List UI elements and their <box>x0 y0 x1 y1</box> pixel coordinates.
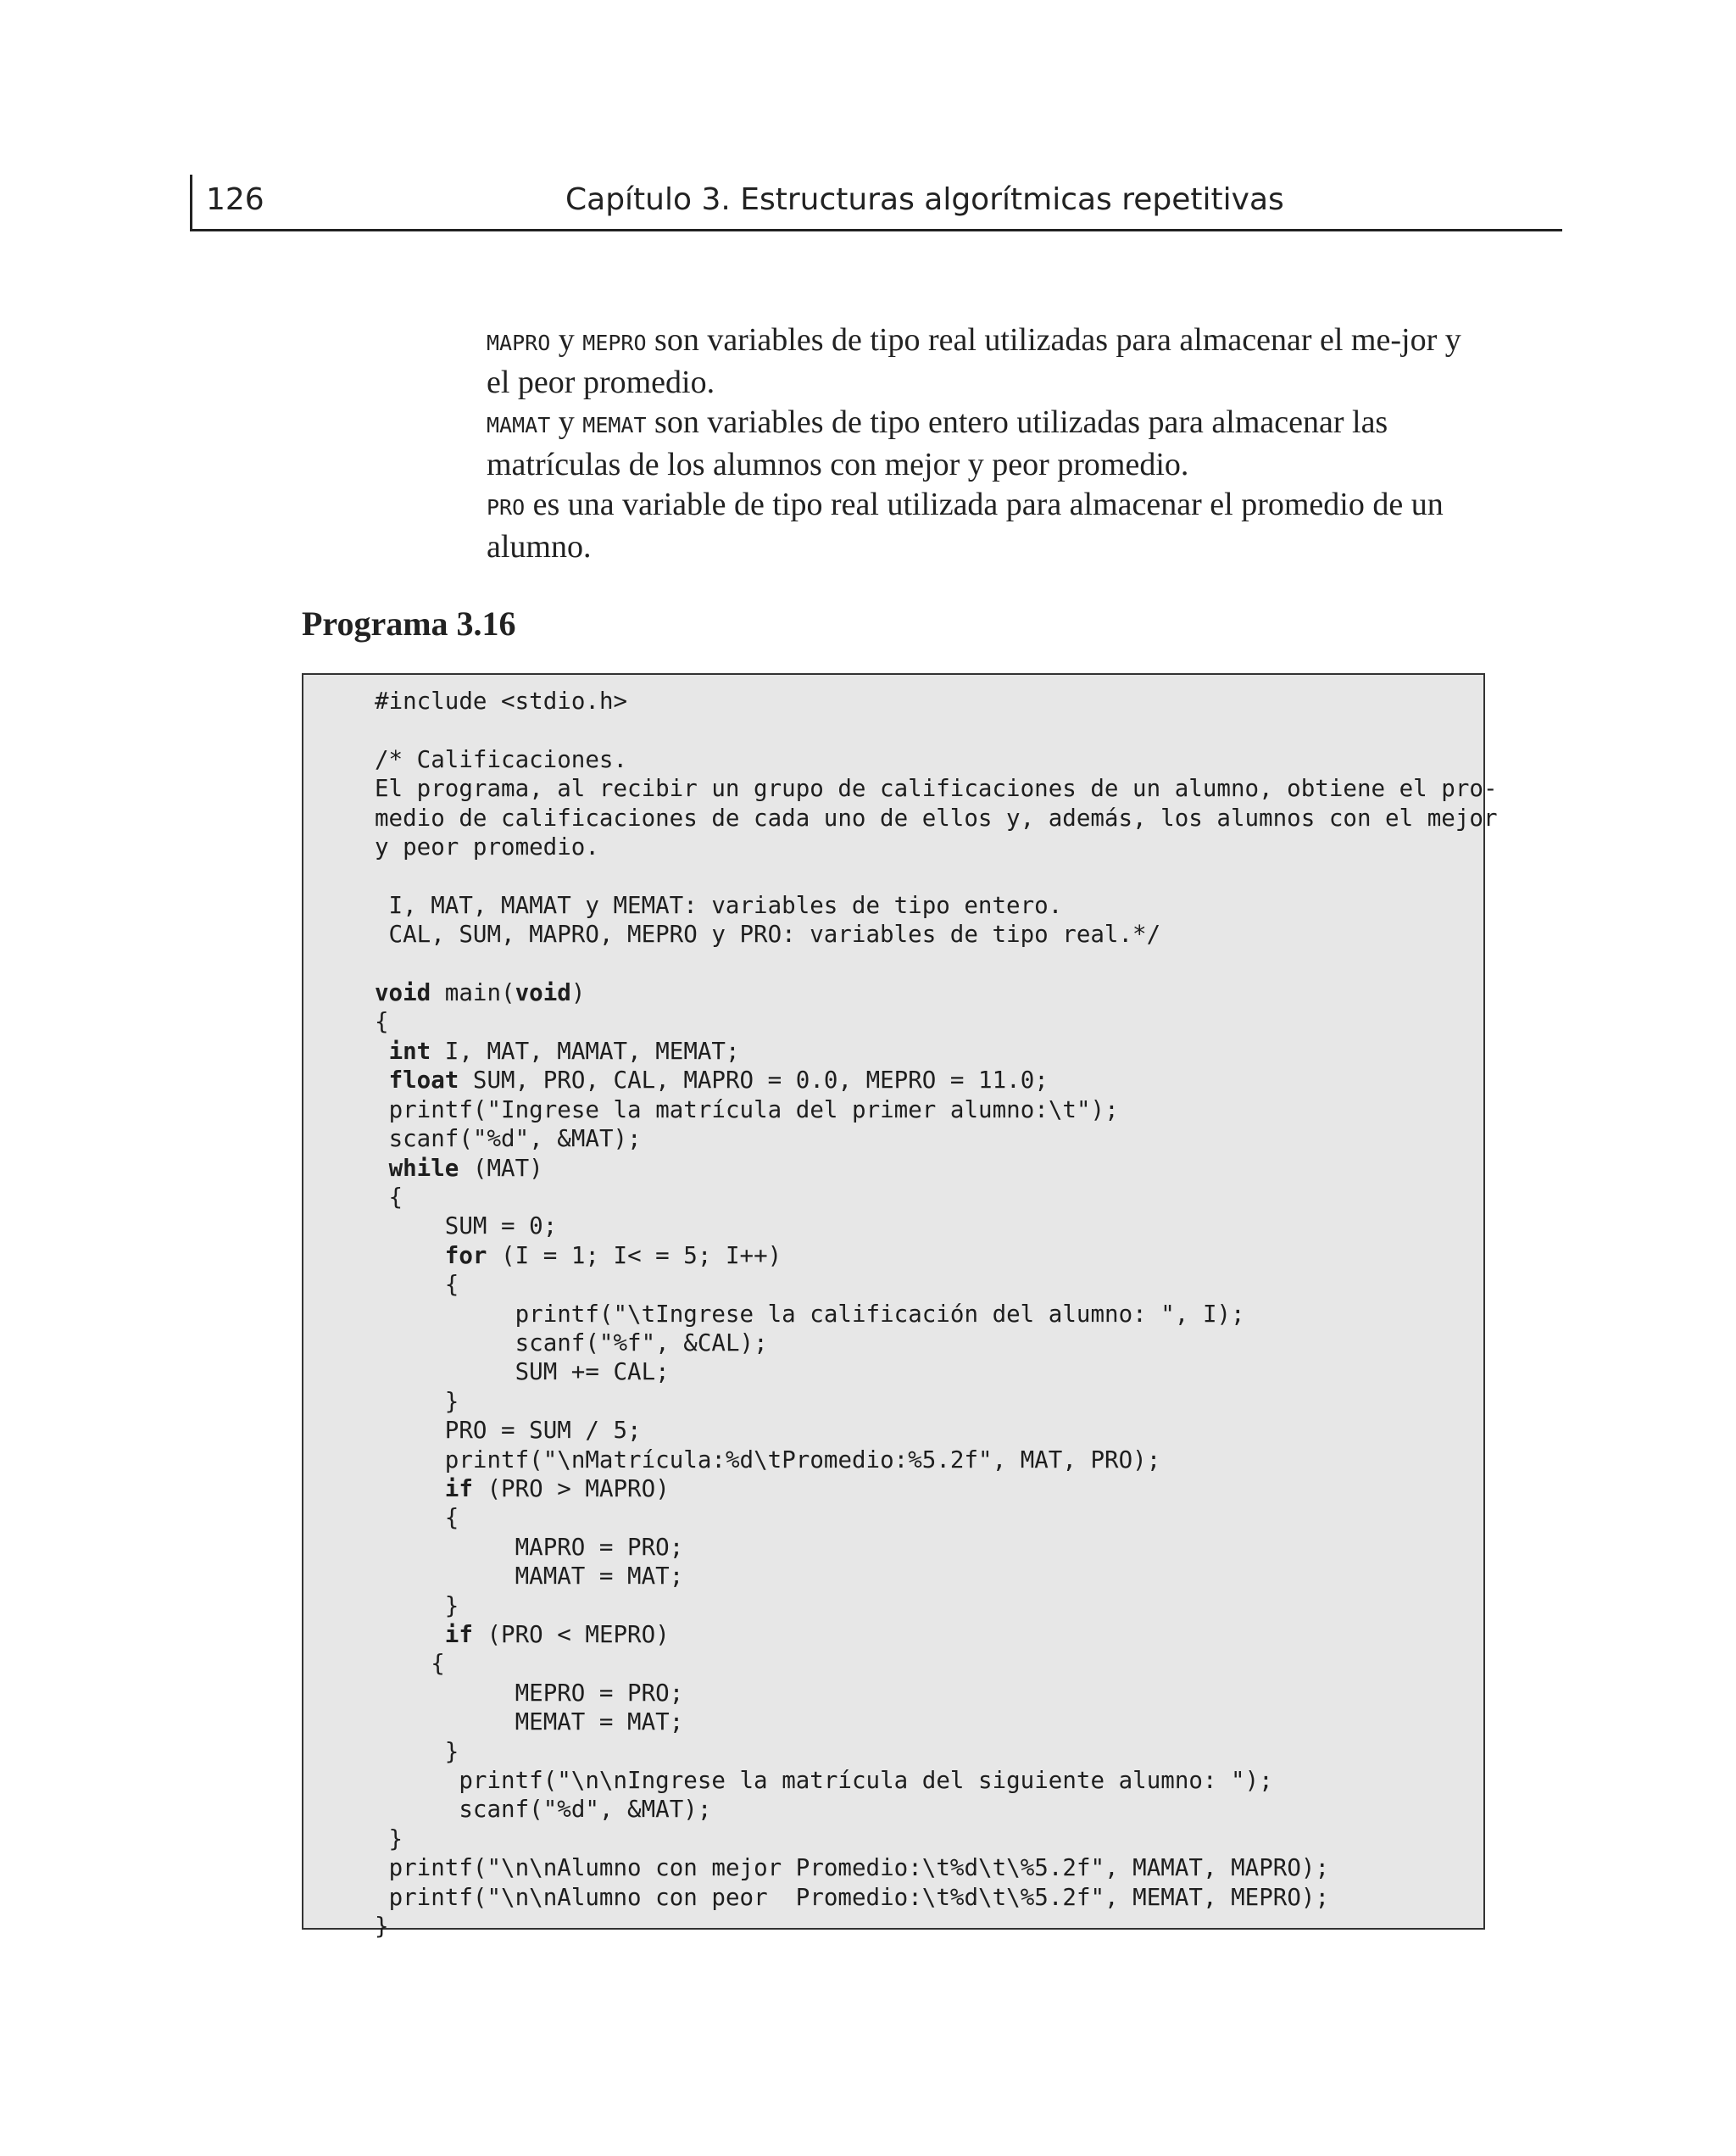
code-line: while (MAT) <box>388 1154 543 1182</box>
code-line: { <box>375 1650 445 1678</box>
code-line: scanf("%d", &MAT); <box>459 1796 712 1824</box>
code-line: } <box>375 1591 459 1619</box>
code-line: scanf("%f", &CAL); <box>515 1329 768 1357</box>
code-line: MEMAT = MAT; <box>515 1708 684 1736</box>
code-line: #include <stdio.h> <box>375 688 628 715</box>
code-line: void main(void) <box>375 979 586 1007</box>
code-line: { <box>375 1183 403 1211</box>
code-listing-box <box>302 673 1498 1941</box>
code-line: CAL, SUM, MAPRO, MEPRO y PRO: variables de tipo real.*/ <box>375 921 1161 949</box>
code-line: if (PRO > MAPRO) <box>444 1474 670 1502</box>
code-line: } <box>375 1825 403 1852</box>
code-line: printf("\n\nAlumno con mejor Promedio:\t%d\t\%5.2f", MAMAT, MAPRO); <box>388 1854 1330 1882</box>
code-line: printf("\n\nIngrese la matrícula del siguiente alumno: "); <box>459 1767 1273 1795</box>
var-name: PRO <box>487 495 526 520</box>
description-text: son variables de tipo real utilizadas para almacenar el me-jor y el peor promedio. <box>487 322 1461 400</box>
code-line: printf("\n\nAlumno con peor Promedio:\t%d\t\%5.2f", MEMAT, MEPRO); <box>388 1883 1330 1911</box>
code-line: } <box>375 1913 389 1941</box>
code-line: printf("\tIngrese la calificación del alumno: ", I); <box>515 1300 1245 1328</box>
description-text: son variables de tipo entero utilizadas para almacenar las matrículas de los alumnos con mejor y peor promedio. <box>487 404 1388 482</box>
code-line: printf("\nMatrícula:%d\tPromedio:%5.2f", MAT, PRO); <box>444 1446 1161 1474</box>
var-name: MAMAT <box>487 413 551 437</box>
code-listing <box>375 687 1498 1941</box>
code-line: if (PRO < MEPRO) <box>444 1621 670 1648</box>
variable-descriptions <box>487 320 1478 567</box>
var-name: MEMAT <box>582 413 647 437</box>
code-line: MAPRO = PRO; <box>515 1533 684 1561</box>
description-mapro-mepro: MAPRO y MEPRO son variables de tipo real utilizadas para almacenar el me-jor y el peor promedio. <box>487 322 1461 400</box>
code-line: PRO = SUM / 5; <box>444 1417 642 1445</box>
description-pro <box>487 485 1478 567</box>
code-line: for (I = 1; I< = 5; I++) <box>444 1241 782 1269</box>
code-line: y peor promedio. <box>375 833 599 861</box>
description-mamat-memat: MAMAT y MEMAT son variables de tipo entero utilizadas para almacenar las matrículas de los alumnos con mejor y peor promedio. <box>487 404 1388 482</box>
code-line: printf("Ingrese la matrícula del primer alumno:\t"); <box>388 1095 1119 1123</box>
code-line: medio de calificaciones de cada uno de ellos y, además, los alumnos con el mejor <box>375 804 1498 832</box>
description-text: es una variable de tipo real utilizada para almacenar el promedio de un alumno. <box>487 487 1444 565</box>
code-line: { <box>375 1008 389 1036</box>
code-line: int I, MAT, MAMAT, MEMAT; <box>388 1037 740 1065</box>
page-number: 126 <box>206 182 264 217</box>
code-line: { <box>375 1504 459 1532</box>
code-line: SUM = 0; <box>444 1212 558 1240</box>
code-line: MAMAT = MAT; <box>515 1563 684 1591</box>
var-name: MAPRO <box>487 331 551 355</box>
var-name: MEPRO <box>582 331 647 355</box>
code-line: I, MAT, MAMAT y MEMAT: variables de tipo entero. <box>375 891 1063 919</box>
code-line: scanf("%d", &MAT); <box>388 1125 642 1153</box>
code-line: } <box>375 1737 459 1765</box>
program-title: Programa 3.16 <box>302 604 516 643</box>
page-header <box>190 175 1562 231</box>
code-line: El programa, al recibir un grupo de calificaciones de un alumno, obtiene el pro- <box>375 775 1498 803</box>
code-line: /* Calificaciones. <box>375 745 628 773</box>
code-line: } <box>375 1387 459 1415</box>
code-line: MEPRO = PRO; <box>515 1679 684 1707</box>
chapter-title: Capítulo 3. Estructuras algorítmicas repetitivas <box>565 182 1284 217</box>
code-line: { <box>375 1271 459 1299</box>
code-line: SUM += CAL; <box>515 1358 670 1386</box>
code-line: float SUM, PRO, CAL, MAPRO = 0.0, MEPRO = 11.0; <box>388 1067 1049 1095</box>
